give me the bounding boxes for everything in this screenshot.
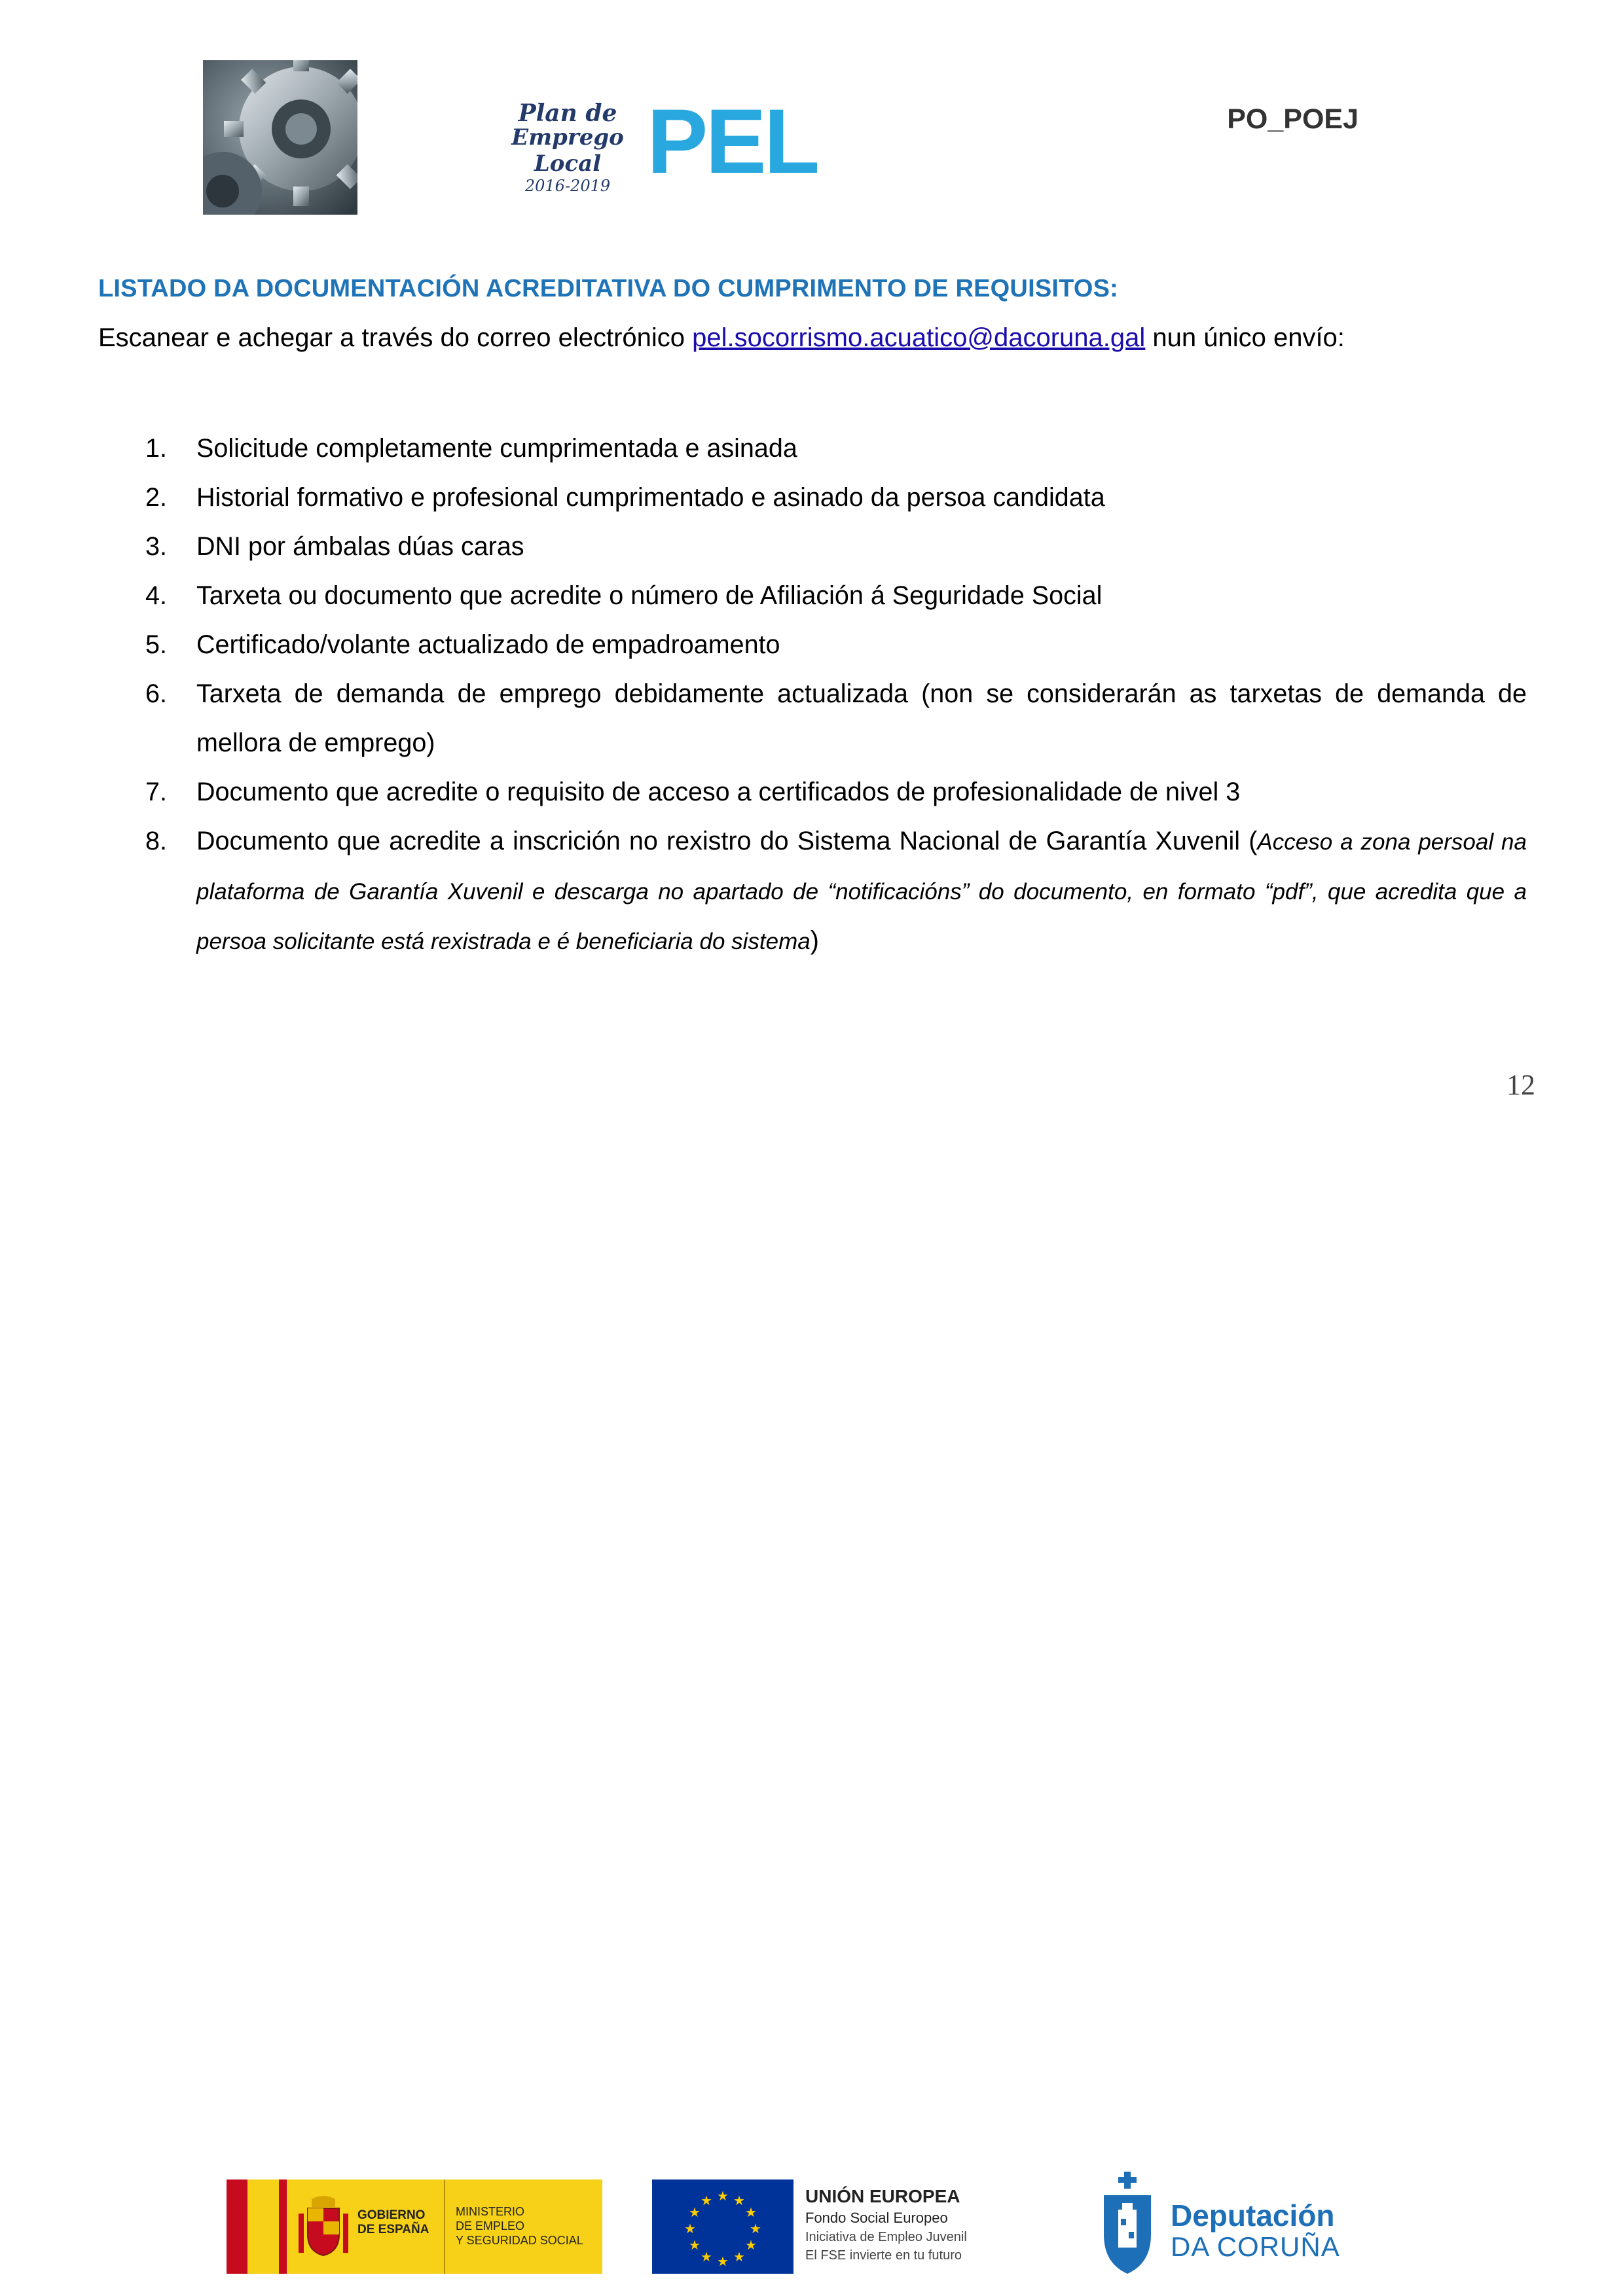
- deputacion-line2: DA CORUÑA: [1171, 2231, 1340, 2262]
- list-item-number: 4.: [145, 581, 167, 610]
- email-link[interactable]: pel.socorrismo.acuatico@dacoruna.gal: [692, 323, 1146, 352]
- list-item-italic-note: Acceso a zona persoal na plataforma de Garantía Xuvenil e descarga no apartado de “notificacións” do documento, en formato “pdf”, que acredita que a persoa solicitante está rexistrada e é beneficiaria do sistema: [196, 829, 1527, 954]
- list-item-number: 6.: [145, 679, 167, 708]
- svg-text:★: ★: [684, 2221, 696, 2236]
- intro-paragraph: [98, 323, 1539, 353]
- pel-logo-script-line3: 2016-2019: [524, 177, 611, 195]
- document-code: PO_POEJ: [1227, 103, 1359, 135]
- list-item-number: 3.: [145, 532, 167, 561]
- flag-stripe-yellow: [247, 2179, 279, 2274]
- eu-line2: Iniciativa de Empleo Juvenil: [805, 2230, 967, 2244]
- ministry-line1: MINISTERIO: [456, 2205, 525, 2218]
- gov-line2: DE ESPAÑA: [357, 2223, 429, 2236]
- svg-text:★: ★: [689, 2237, 701, 2253]
- eu-title: UNIÓN EUROPEA: [805, 2186, 960, 2206]
- pel-logo: [492, 90, 818, 195]
- svg-text:★: ★: [745, 2237, 757, 2253]
- list-item-text: Tarxeta ou documento que acredite o número de Afiliación á Seguridade Social: [196, 581, 1103, 610]
- list-item-text: Documento que acredite a inscrición no rexistro do Sistema Nacional de Garantía Xuvenil (: [196, 827, 1258, 855]
- svg-text:★: ★: [717, 2253, 729, 2269]
- gov-line1: GOBIERNO: [357, 2208, 426, 2222]
- union-europea-logo: [652, 2179, 973, 2274]
- list-item: [145, 473, 1527, 522]
- eu-line3: El FSE invierte en tu futuro: [805, 2248, 962, 2263]
- deputacion-coruna-logo: [1095, 2172, 1357, 2278]
- coat-of-arms-icon: [297, 2194, 350, 2259]
- svg-text:★: ★: [733, 2249, 745, 2265]
- list-item-number: 8.: [145, 827, 167, 855]
- pel-logo-script-line2: Emprego Local: [511, 124, 624, 177]
- gobierno-espana-logo: [227, 2179, 602, 2274]
- list-item-text: Solicitude completamente cumprimentada e asinada: [196, 434, 797, 463]
- list-item-number: 2.: [145, 483, 167, 512]
- section-title: LISTADO DA DOCUMENTACIÓN ACREDITATIVA DO CUMPRIMENTO DE REQUISITOS:: [98, 275, 1119, 302]
- list-item-number: 7.: [145, 778, 167, 806]
- list-item-number: 1.: [145, 434, 167, 463]
- list-item-text: DNI por ámbalas dúas caras: [196, 532, 524, 561]
- pel-logo-script-line1: Plan de: [518, 99, 617, 127]
- svg-text:★: ★: [745, 2204, 757, 2220]
- flag-stripe-red: [279, 2179, 287, 2274]
- gear-logo-image: [203, 60, 357, 215]
- list-item-number: 5.: [145, 630, 167, 659]
- list-item: [145, 670, 1527, 768]
- ministry-line3: Y SEGURIDAD SOCIAL: [456, 2234, 583, 2247]
- svg-text:★: ★: [733, 2193, 745, 2208]
- svg-text:★: ★: [750, 2221, 761, 2236]
- svg-text:★: ★: [701, 2193, 712, 2208]
- divider: [444, 2179, 445, 2274]
- list-item-text: Tarxeta de demanda de emprego debidamente actualizada (non se considerarán as tarxetas de demanda de mellora de emprego): [196, 679, 1527, 757]
- eu-line1: Fondo Social Europeo: [805, 2210, 948, 2226]
- pel-logo-acronym: PEL: [647, 90, 818, 192]
- svg-text:★: ★: [717, 2188, 729, 2204]
- list-item-text-tail: ): [810, 926, 819, 955]
- page-number: 12: [1506, 1069, 1535, 1101]
- list-item-text: Documento que acredite o requisito de acceso a certificados de profesionalidade de nivel 3: [196, 778, 1241, 806]
- list-item-text: Historial formativo e profesional cumprimentado e asinado da persoa candidata: [196, 483, 1105, 512]
- requirements-list: [145, 424, 1527, 966]
- list-item: [145, 571, 1527, 620]
- list-item: [145, 620, 1527, 670]
- list-item-text: Certificado/volante actualizado de empadroamento: [196, 630, 780, 659]
- deputacion-line1: Deputación: [1171, 2198, 1335, 2233]
- svg-text:★: ★: [701, 2249, 712, 2265]
- flag-stripe-red: [227, 2179, 247, 2274]
- intro-text-before: Escanear e achegar a través do correo electrónico: [98, 323, 693, 352]
- list-item: [145, 817, 1527, 966]
- svg-text:★: ★: [689, 2204, 701, 2220]
- ministry-line2: DE EMPLEO: [456, 2219, 525, 2233]
- intro-text-after: nun único envío:: [1145, 323, 1345, 352]
- eu-flag-icon: [652, 2179, 793, 2274]
- list-item: [145, 424, 1527, 473]
- list-item: [145, 522, 1527, 571]
- list-item: [145, 768, 1527, 817]
- deputacion-crest-icon: [1095, 2172, 1160, 2278]
